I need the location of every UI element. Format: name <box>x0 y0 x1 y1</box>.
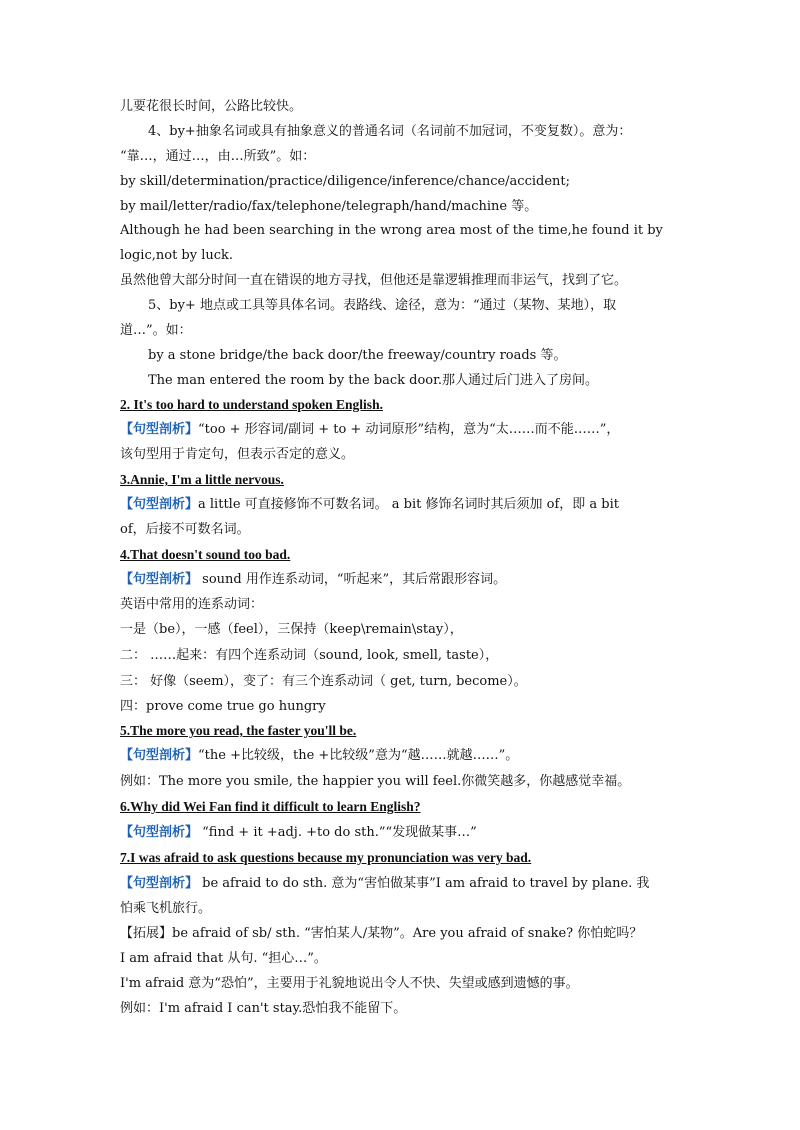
analysis-line <box>120 747 680 765</box>
text-line: 例如：I'm afraid I can't stay.恐怕我不能留下。 <box>120 1001 407 1016</box>
analysis-text: “too + 形容词/副词 + to + 动词原形”结构，意为“太……而不能……”， <box>198 422 620 437</box>
analysis-text: “the +比较级，the +比较级”意为“越……就越……”。 <box>198 748 519 763</box>
text-line: 四：prove come true go hungry <box>120 699 326 714</box>
section-heading: 4.That doesn't sound too bad. <box>120 547 291 562</box>
analysis-line <box>120 875 680 893</box>
analysis-tag: 【句型剖析】 <box>120 825 199 840</box>
analysis-line <box>120 571 680 589</box>
text-line: I'm afraid 意为“恐怕”，主要用于礼貌地说出令人不快、失望或感到遗憾的事。 <box>120 976 579 991</box>
text-line: 英语中常用的连系动词： <box>120 597 264 612</box>
analysis-text: sound 用作连系动词，“听起来”，其后常跟形容词。 <box>198 572 507 587</box>
text-line: 二： ……起来：有四个连系动词（sound, look, smell, taste）， <box>120 648 499 663</box>
text-line: by mail/letter/radio/fax/telephone/telegraph/hand/machine 等。 <box>120 199 538 214</box>
section-heading: 7.I was afraid to ask questions because my pronunciation was very bad. <box>120 850 532 865</box>
text-line: 例如：The more you smile, the happier you will feel.你微笑越多，你越感觉幸福。 <box>120 774 631 789</box>
section-heading: 5.The more you read, the faster you'll be. <box>120 723 357 738</box>
text-line: The man entered the room by the back door.那人通过后门进入了房间。 <box>148 373 599 388</box>
analysis-tag: 【句型剖析】 <box>120 572 199 587</box>
analysis-line <box>120 496 680 514</box>
text-line: 怕乘飞机旅行。 <box>120 901 212 916</box>
analysis-line <box>120 421 680 439</box>
text-line: 该句型用于肯定句，但表示否定的意义。 <box>120 447 355 462</box>
text-line: “靠…，通过…，由…所致”。如： <box>120 149 316 164</box>
analysis-tag: 【句型剖析】 <box>120 422 199 437</box>
text-line: of，后接不可数名词。 <box>120 522 250 537</box>
text-line: by a stone bridge/the back door/the freeway/country roads 等。 <box>148 348 567 363</box>
analysis-text: a little 可直接修饰不可数名词。 a bit 修饰名词时其后须加 of，即 a bit <box>198 497 619 512</box>
analysis-line <box>120 824 680 842</box>
text-line: 三： 好像（seem），变了：有三个连系动词（ get, turn, become）。 <box>120 674 527 689</box>
section-heading: 6.Why did Wei Fan find it difficult to learn English? <box>120 799 421 814</box>
analysis-tag: 【句型剖析】 <box>120 876 199 891</box>
text-line: by skill/determination/practice/diligence/inference/chance/accident; <box>120 174 571 189</box>
analysis-tag: 【句型剖析】 <box>120 497 199 512</box>
text-line: Although he had been searching in the wrong area most of the time,he found it by <box>120 223 663 238</box>
analysis-text: be afraid of sb/ sth. “害怕某人/某物”。Are you afraid of snake? 你怕蛇吗？ <box>172 926 643 941</box>
text-line: 5、by+ 地点或工具等具体名词。表路线、途径，意为：“通过（某物、某地），取 <box>148 298 617 313</box>
text-line: 虽然他曾大部分时间一直在错误的地方寻找，但他还是靠逻辑推理而非运气，找到了它。 <box>120 273 628 288</box>
section-heading: 2. It's too hard to understand spoken English. <box>120 397 383 412</box>
text-line: 道…”。如： <box>120 323 192 338</box>
section-heading: 3.Annie, I'm a little nervous. <box>120 472 284 487</box>
analysis-line <box>120 925 680 943</box>
analysis-text: “find + it +adj. +to do sth.”“发现做某事…” <box>198 825 477 840</box>
text-line: 儿要花很长时间，公路比较快。 <box>120 99 303 114</box>
extension-tag: 【拓展】 <box>120 926 173 941</box>
text-line: I am afraid that 从句. “担心…”。 <box>120 951 327 966</box>
text-line: logic,not by luck. <box>120 248 234 263</box>
analysis-text: be afraid to do sth. 意为“害怕做某事”I am afraid to travel by plane. 我 <box>198 876 650 891</box>
text-line: 一是（be），一感（feel），三保持（keep\remain\stay）， <box>120 622 463 637</box>
analysis-tag: 【句型剖析】 <box>120 748 199 763</box>
text-line: 4、by+抽象名词或具有抽象意义的普通名词（名词前不加冠词，不变复数）。意为： <box>148 124 632 139</box>
